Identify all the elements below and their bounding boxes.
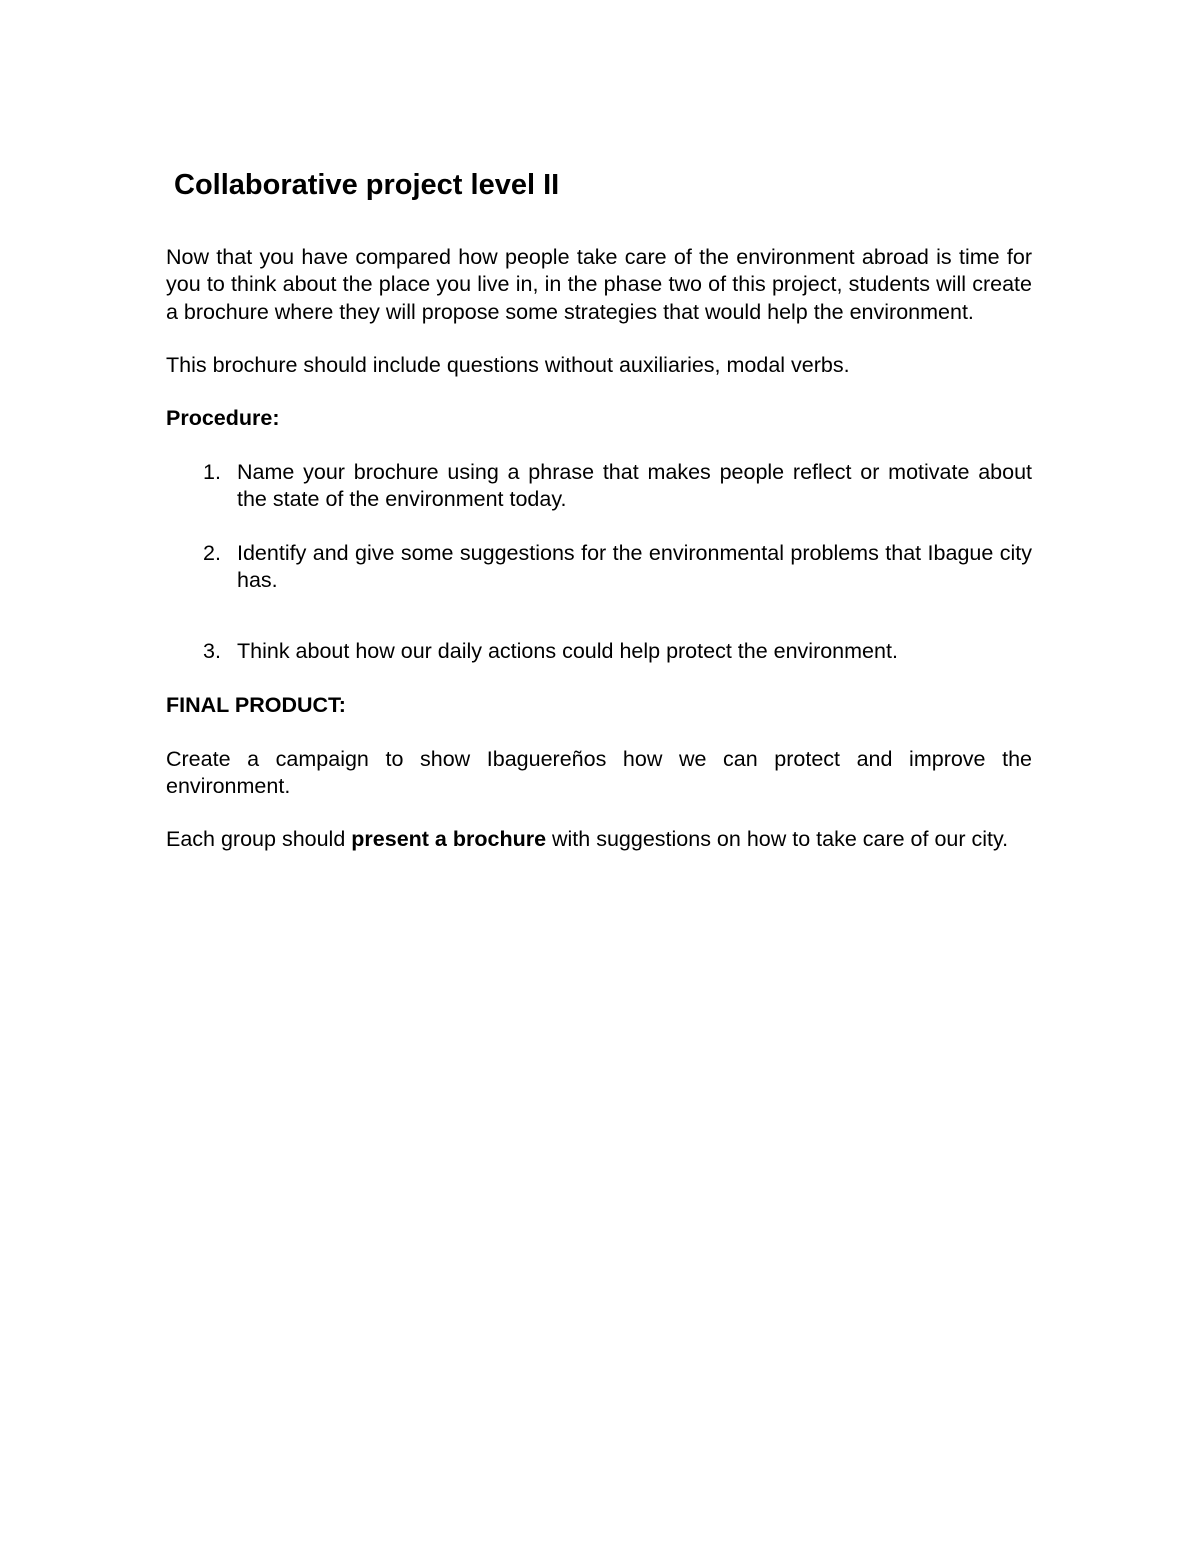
document-page bbox=[166, 166, 1032, 880]
list-item bbox=[166, 540, 1032, 595]
procedure-heading: Procedure: bbox=[166, 406, 280, 431]
list-item bbox=[166, 459, 1032, 514]
closing-text-after: with suggestions on how to take care of our city. bbox=[546, 827, 1009, 852]
requirement-paragraph: This brochure should include questions without auxiliaries, modal verbs. bbox=[166, 352, 850, 377]
intro-paragraph: Now that you have compared how people take care of the environment abroad is time for you to think about the place you live in, in the phase two of this project, students will create a brochure where they will propose some strategies that would help the environment. bbox=[166, 245, 1032, 324]
list-item-text: Think about how our daily actions could help protect the environment. bbox=[237, 639, 898, 664]
final-product-paragraph: Create a campaign to show Ibaguereños how we can protect and improve the environment. bbox=[166, 746, 1032, 798]
list-item-number: 2. bbox=[203, 540, 221, 565]
list-item-number: 3. bbox=[203, 639, 221, 664]
list-item-number: 1. bbox=[203, 460, 221, 485]
procedure-list bbox=[166, 459, 1032, 665]
final-product-heading: FINAL PRODUCT: bbox=[166, 692, 346, 717]
closing-text-before: Each group should bbox=[166, 827, 352, 852]
closing-emphasis: present a brochure bbox=[351, 827, 547, 852]
closing-paragraph bbox=[166, 826, 1032, 853]
list-item-text: Identify and give some suggestions for the environmental problems that Ibague city has. bbox=[237, 540, 1032, 593]
list-item bbox=[166, 638, 1032, 665]
list-item-text: Name your brochure using a phrase that makes people reflect or motivate about the state of the environment today. bbox=[237, 460, 1032, 512]
document-title: Collaborative project level II bbox=[174, 169, 560, 201]
